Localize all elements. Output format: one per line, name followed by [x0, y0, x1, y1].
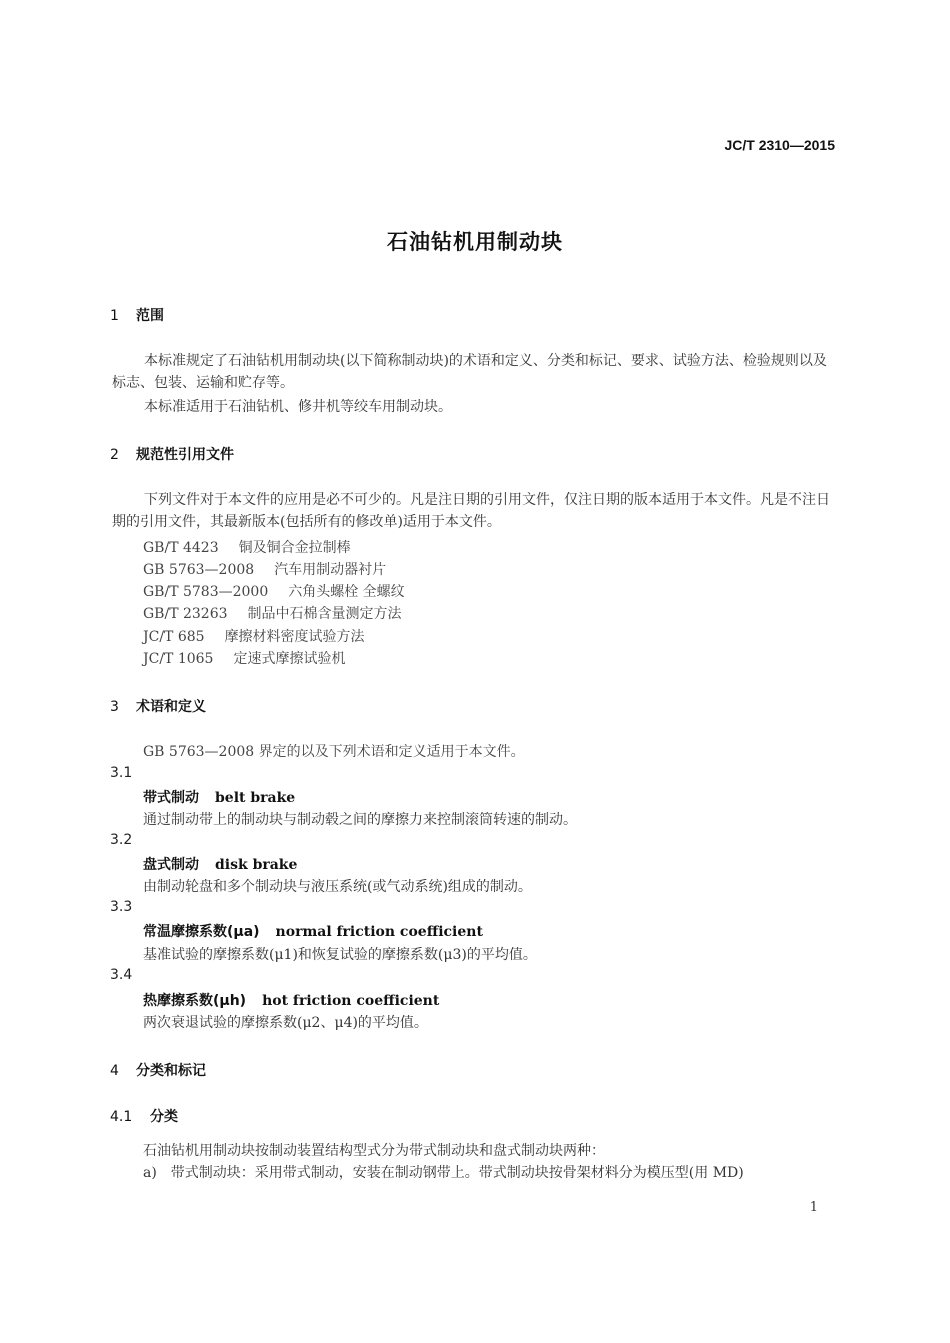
list-item: a) 带式制动块：采用带式制动，安装在制动钢带上。带式制动块按骨架材料分为模压型(用 MD)	[143, 1165, 744, 1181]
section-number: 4	[110, 1063, 119, 1079]
reference-item	[143, 581, 405, 601]
standard-number: JC/T 2310—2015	[724, 137, 835, 153]
term-number: 3.3	[110, 899, 133, 915]
paragraph: GB 5763—2008 界定的以及下列术语和定义适用于本文件。	[143, 744, 525, 760]
reference-code: GB/T 5783—2000	[143, 584, 269, 600]
subsection-number: 4.1	[110, 1109, 133, 1125]
reference-item	[143, 603, 402, 623]
reference-item	[143, 648, 345, 668]
term-title	[143, 921, 483, 941]
term-zh: 盘式制动	[143, 857, 199, 873]
term-en: hot friction coefficient	[262, 993, 440, 1009]
section-number: 2	[110, 447, 119, 463]
section-1-heading	[110, 305, 164, 325]
reference-name: 制品中石棉含量测定方法	[247, 606, 402, 622]
paragraph: 本标准适用于石油钻机、修井机等绞车用制动块。	[144, 399, 452, 415]
term-zh: 常温摩擦系数(μa)	[143, 924, 260, 940]
section-2-heading	[110, 444, 234, 464]
document-title: 石油钻机用制动块	[387, 230, 563, 254]
subsection-4-1-heading	[110, 1106, 178, 1126]
term-title	[143, 854, 297, 874]
term-title	[143, 787, 295, 807]
term-en: belt brake	[215, 790, 296, 806]
reference-code: GB/T 23263	[143, 606, 228, 622]
section-number: 3	[110, 699, 119, 715]
subsection-title: 分类	[150, 1109, 178, 1125]
reference-item	[143, 559, 386, 579]
reference-name: 汽车用制动器衬片	[274, 562, 387, 578]
paragraph: 下列文件对于本文件的应用是必不可少的。凡是注日期的引用文件，仅注日期的版本适用于本文件。凡是不注日期的引用文件，其最新版本(包括所有的修改单)适用于本文件。	[112, 492, 830, 530]
term-en: disk brake	[215, 857, 298, 873]
reference-item	[143, 537, 351, 557]
reference-name: 定速式摩擦试验机	[233, 651, 346, 667]
reference-code: GB 5763—2008	[143, 562, 255, 578]
section-title: 规范性引用文件	[136, 447, 234, 463]
term-definition: 两次衰退试验的摩擦系数(μ2、μ4)的平均值。	[143, 1015, 428, 1031]
section-3-heading	[110, 696, 206, 716]
term-definition: 基准试验的摩擦系数(μ1)和恢复试验的摩擦系数(μ3)的平均值。	[143, 947, 537, 963]
section-title: 范围	[136, 308, 164, 324]
term-definition: 通过制动带上的制动块与制动毂之间的摩擦力来控制滚筒转速的制动。	[143, 812, 577, 828]
reference-name: 六角头螺栓 全螺纹	[288, 584, 405, 600]
term-title	[143, 990, 439, 1010]
reference-code: GB/T 4423	[143, 540, 219, 556]
term-number: 3.2	[110, 832, 133, 848]
term-zh: 带式制动	[143, 790, 199, 806]
paragraph: 本标准规定了石油钻机用制动块(以下简称制动块)的术语和定义、分类和标记、要求、试验方法、检验规则以及标志、包装、运输和贮存等。	[112, 353, 827, 391]
section-title: 术语和定义	[136, 699, 206, 715]
term-definition: 由制动轮盘和多个制动块与液压系统(或气动系统)组成的制动。	[143, 879, 532, 895]
section-title: 分类和标记	[136, 1063, 206, 1079]
reference-name: 铜及铜合金拉制棒	[238, 540, 351, 556]
paragraph: 石油钻机用制动块按制动装置结构型式分为带式制动块和盘式制动块两种：	[143, 1143, 605, 1159]
term-en: normal friction coefficient	[275, 924, 483, 940]
term-number: 3.4	[110, 967, 133, 983]
term-zh: 热摩擦系数(μh)	[143, 993, 247, 1009]
reference-code: JC/T 685	[143, 629, 205, 645]
reference-name: 摩擦材料密度试验方法	[224, 629, 365, 645]
reference-item	[143, 626, 365, 646]
page-number: 1	[809, 1200, 818, 1215]
section-4-heading	[110, 1060, 206, 1080]
reference-code: JC/T 1065	[143, 651, 214, 667]
section-number: 1	[110, 308, 119, 324]
term-number: 3.1	[110, 765, 133, 781]
